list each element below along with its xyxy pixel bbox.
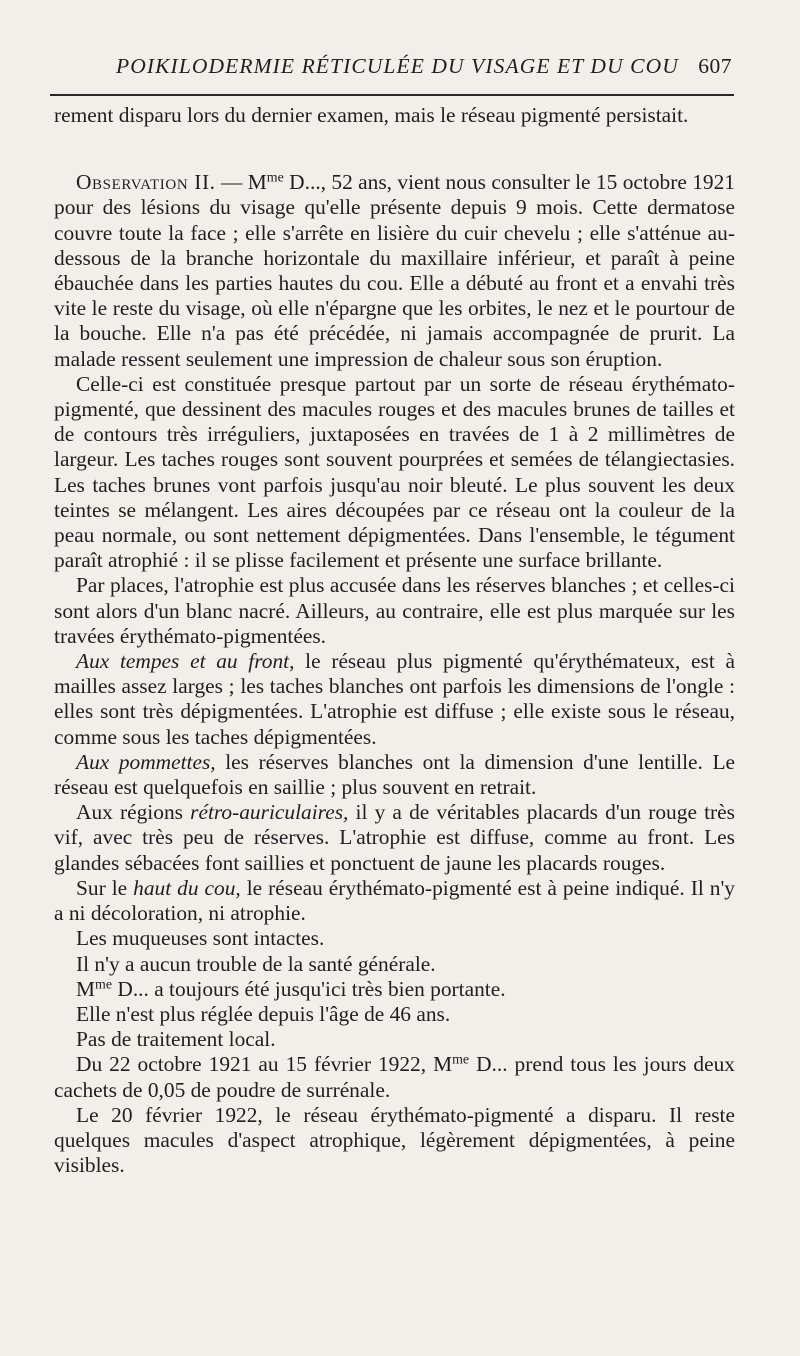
paragraph-text: il y a de véritables placards d'un rouge très vif, avec très peu de réserves. L'atrophie est diffuse, comme au front. Les glandes sébacées font saillies et ponctuent de jaune les placards rouges.	[54, 800, 735, 875]
paragraph-text: les réserves blanches ont la dimension d'une lentille. Le réseau est quelquefois en saillie ; plus souvent en retrait.	[54, 749, 736, 800]
paragraph	[54, 800, 735, 876]
paragraph-text: D..., 52 ans, vient nous consulter le 15 octobre 1921 pour des lésions du visage qu'elle présente depuis 9 mois. Cette dermatose couvre toute la face ; elle s'arrête en lisière du cuir chevelu ; elle s'atténue au-dessous de la branche horizontale du maxillaire inférieur, et paraît à peine ébauchée dans les parties hautes du cou. Elle a débuté au front et a envahi très vite le reste du visage, où elle n'épargne que les orbites, le nez et le pourtour de la bouche. Elle n'a pas été précédée, ni jamais accompagnée de prurit. La malade ressent seulement une impression de chaleur sous son éruption.	[54, 170, 735, 371]
paragraph-text: Par places, l'atrophie est plus accusée dans les réserves blanches ; et celles-ci sont alors d'un blanc nacré. Ailleurs, au contraire, elle est plus marquée sur les travées érythémato-pigmentées.	[54, 573, 735, 648]
body-text	[54, 103, 735, 1178]
paragraph-text: Elle n'est plus réglée depuis l'âge de 46 ans.	[76, 1001, 451, 1026]
paragraph-continuation	[54, 103, 735, 128]
title-superscript: me	[452, 1052, 470, 1068]
paragraph-text: Pas de traitement local.	[76, 1027, 276, 1052]
paragraph-text: le réseau érythémato-pigmenté est à peine indiqué. Il n'y a ni décoloration, ni atrophie.	[54, 875, 735, 926]
paragraph-text: le réseau plus pigmenté qu'érythémateux, est à mailles assez larges ; les taches blanches ont parfois les dimensions de l'ongle : elles sont très dépigmentées. L'atrophie est diffuse ; elle existe sous le réseau, comme sous les taches dépigmentées.	[54, 649, 735, 749]
paragraph-lead: — M	[215, 170, 267, 195]
paragraph	[54, 876, 735, 926]
paragraph	[54, 372, 735, 574]
paragraph-text: D... a toujours été jusqu'ici très bien portante.	[112, 976, 506, 1001]
header-rule	[50, 94, 734, 96]
paragraph	[54, 1027, 735, 1052]
paragraph-observation-heading	[54, 170, 735, 372]
page-number: 607	[698, 54, 732, 78]
paragraph	[54, 1103, 735, 1179]
paragraph-lead: Du 22 octobre 1921 au 15 février 1922, M	[76, 1052, 453, 1077]
title-superscript: me	[95, 977, 113, 993]
paragraph	[54, 977, 735, 1002]
paragraph	[54, 1052, 735, 1102]
observation-label: Observation II.	[76, 170, 216, 195]
paragraph-text: Les muqueuses sont intactes.	[76, 926, 325, 951]
paragraph	[54, 750, 735, 800]
paragraph-text: Le 20 février 1922, le réseau érythémato-pigmenté a disparu. Il reste quelques macules d'aspect atrophique, légèrement dépigmentées, à peine visibles.	[54, 1102, 735, 1178]
title-superscript: me	[266, 170, 284, 186]
paragraph	[54, 926, 735, 951]
paragraph	[54, 952, 735, 977]
paragraph-lead: Aux régions	[76, 800, 191, 825]
paragraph-italic: rétro-auriculaires,	[190, 800, 349, 825]
paragraph-lead: Sur le	[76, 875, 134, 900]
paragraph-lead: M	[76, 976, 96, 1001]
paragraph-text: Il n'y a aucun trouble de la santé générale.	[76, 951, 436, 976]
paragraph-text: rement disparu lors du dernier examen, mais le réseau pigmenté persistait.	[54, 103, 689, 127]
paragraph-text: Celle-ci est constituée presque partout par un sorte de réseau érythémato-pigmenté, que dessinent des macules rouges et des macules brunes de tailles et de contours très irréguliers, juxtaposées en travées de 1 à 2 millimètres de largeur. Les taches rouges sont souvent pourprées et semées de télangiectasies. Les taches brunes vont parfois jusqu'au noir bleuté. Le plus souvent les deux teintes se mélangent. Les aires découpées par ce réseau ont la couleur de la peau normale, ou sont nettement dépigmentées. Dans l'ensemble, le tégument paraît atrophié : il se plisse facilement et présente une surface brillante.	[54, 371, 735, 573]
running-title: POIKILODERMIE RÉTICULÉE DU VISAGE ET DU COU	[116, 54, 679, 78]
paragraph	[54, 1002, 735, 1027]
paragraph-italic: Aux tempes et au front,	[76, 649, 295, 674]
running-header	[116, 54, 732, 79]
paragraph	[54, 573, 735, 649]
paragraph-text: D... prend tous les jours deux cachets de 0,05 de poudre de surrénale.	[54, 1052, 735, 1102]
paragraph-italic: Aux pommettes,	[76, 749, 216, 774]
paragraph	[54, 649, 735, 750]
paragraph-italic: haut du cou,	[133, 875, 241, 900]
